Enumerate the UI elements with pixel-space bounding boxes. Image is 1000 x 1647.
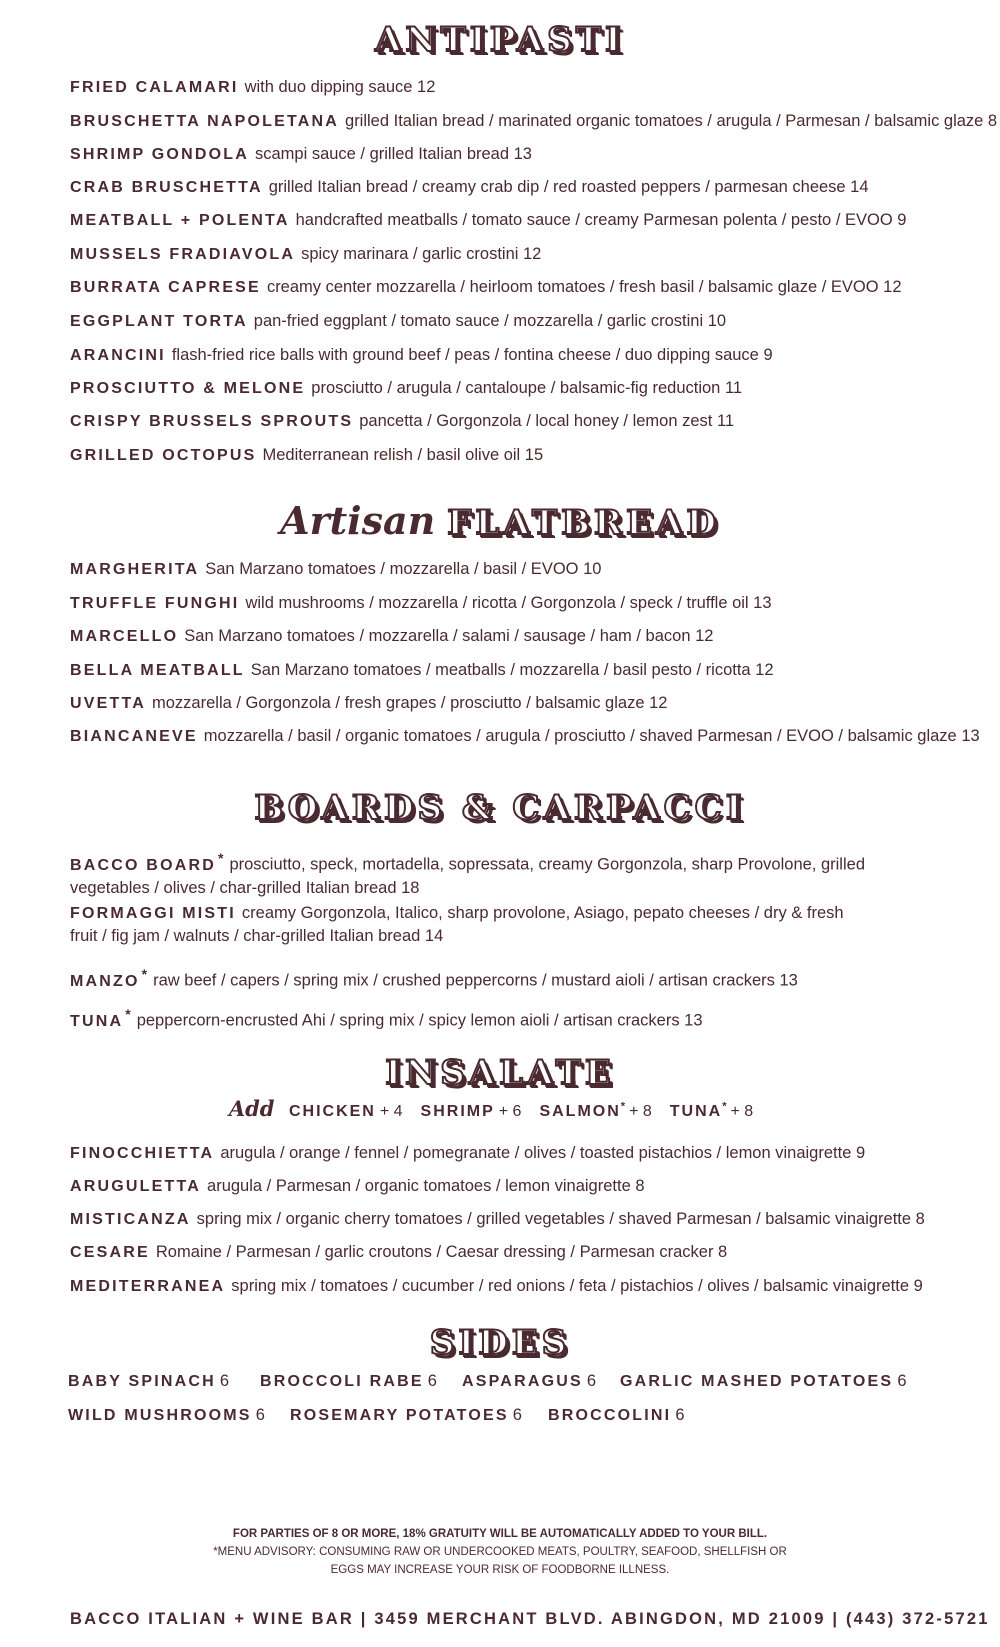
menu-item-description: pan-fried eggplant / tomato sauce / mozzarella / garlic crostini 10	[253, 312, 727, 330]
menu-item-name: GRILLED OCTOPUS	[70, 447, 257, 464]
menu-item	[70, 410, 950, 433]
side-item-name: BROCCOLI RABE	[260, 1373, 424, 1390]
addon-name: TUNA	[669, 1103, 723, 1120]
menu-item-name: FINOCCHIETTA	[70, 1145, 215, 1162]
menu-item-description: scampi sauce / grilled Italian bread 13	[254, 145, 532, 163]
menu-item-description: arugula / Parmesan / organic tomatoes / lemon vinaigrette 8	[207, 1177, 645, 1195]
menu-item-name: BIANCANEVE	[70, 728, 198, 745]
menu-item-description: raw beef / capers / spring mix / crushed peppercorns / mustard aioli / artisan crackers 13	[153, 971, 798, 990]
addon-price: + 8	[629, 1103, 652, 1120]
side-item-price: 6	[427, 1372, 437, 1390]
menu-item	[70, 310, 950, 333]
menu-item-description: San Marzano tomatoes / mozzarella / basil / EVOO 10	[205, 560, 602, 578]
asterisk-mark: *	[125, 1006, 131, 1022]
menu-item-name: BURRATA CAPRESE	[70, 279, 261, 296]
menu-item-name: TUNA	[70, 1012, 124, 1030]
menu-item	[70, 444, 950, 467]
menu-item	[70, 725, 980, 748]
side-item-name: ASPARAGUS	[462, 1373, 583, 1390]
menu-item-name: CRAB BRUSCHETTA	[70, 179, 263, 196]
menu-item-name: EGGPLANT TORTA	[70, 313, 248, 330]
side-item-price: 6	[219, 1372, 230, 1390]
menu-item-name: MISTICANZA	[70, 1211, 191, 1228]
side-item-price: 6	[255, 1406, 265, 1424]
menu-item-description: Mediterranean relish / basil olive oil 15	[262, 446, 544, 464]
menu-item-name: MARCELLO	[70, 628, 179, 645]
menu-item-name: MANZO	[70, 972, 140, 990]
side-item-name: BROCCOLINI	[548, 1407, 672, 1424]
side-item	[548, 1406, 685, 1425]
advisory-line-2: EGGS MAY INCREASE YOUR RISK OF FOODBORNE ILLNESS.	[330, 1564, 670, 1576]
side-item-name: GARLIC MASHED POTATOES	[620, 1373, 894, 1390]
menu-item-description: handcrafted meatballs / tomato sauce / creamy Parmesan polenta / pesto / EVOO 9	[295, 211, 907, 229]
menu-item-description: prosciutto / arugula / cantaloupe / balsamic-fig reduction 11	[311, 379, 743, 397]
menu-item-description: spicy marinara / garlic crostini 12	[301, 245, 542, 263]
asterisk-mark: *	[620, 1100, 626, 1113]
menu-item-description: spring mix / tomatoes / cucumber / red onions / feta / pistachios / olives / balsamic vinaigrette 9	[231, 1277, 923, 1295]
asterisk-mark: *	[141, 966, 148, 982]
addon-name: SALMON	[539, 1103, 621, 1120]
menu-item	[70, 276, 950, 299]
menu-item-name: UVETTA	[70, 695, 147, 712]
menu-item-name: ARUGULETTA	[70, 1178, 202, 1195]
menu-item	[70, 1208, 950, 1231]
menu-item-description: grilled Italian bread / creamy crab dip / red roasted peppers / parmesan cheese 14	[268, 178, 869, 196]
menu-item	[70, 344, 950, 367]
menu-item-description: mozzarella / Gorgonzola / fresh grapes / prosciutto / balsamic glaze 12	[152, 694, 668, 712]
menu-item-name: MEDITERRANEA	[70, 1278, 226, 1295]
side-item-price: 6	[675, 1406, 685, 1424]
add-label: Add	[228, 1096, 275, 1121]
menu-item-description: flash-fried rice balls with ground beef / peas / fontina cheese / duo dipping sauce 9	[171, 346, 773, 364]
advisory-line-1: *MENU ADVISORY: CONSUMING RAW OR UNDERCOOKED MEATS, POULTRY, SEAFOOD, SHELLFISH OR	[213, 1546, 787, 1558]
menu-item-name: CESARE	[70, 1244, 150, 1261]
menu-item-description: prosciutto, speck, mortadella, sopressata, creamy Gorgonzola, sharp Provolone, grilled vegetables / olives / char-grilled Italian bread 18	[70, 855, 865, 897]
flatbread-heading	[0, 498, 1000, 543]
menu-item-name: FRIED CALAMARI	[70, 79, 239, 96]
menu-item-description: spring mix / organic cherry tomatoes / grilled vegetables / shaved Parmesan / balsamic vinaigrette 8	[196, 1210, 925, 1228]
gratuity-notice: FOR PARTIES OF 8 OR MORE, 18% GRATUITY WILL BE AUTOMATICALLY ADDED TO YOUR BILL.	[232, 1528, 768, 1540]
menu-item	[70, 847, 870, 899]
menu-item-description: peppercorn-encrusted Ahi / spring mix / spicy lemon aioli / artisan crackers 13	[136, 1011, 703, 1030]
menu-item-description: mozzarella / basil / organic tomatoes / arugula / prosciutto / shaved Parmesan / EVOO / balsamic glaze 13	[203, 727, 980, 745]
menu-item-name: BACCO BOARD	[70, 856, 216, 874]
menu-item	[70, 76, 950, 99]
menu-item-description: wild mushrooms / mozzarella / ricotta / Gorgonzola / speck / truffle oil 13	[245, 594, 772, 612]
menu-item-description: creamy Gorgonzola, Italico, sharp provolone, Asiago, pepato cheeses / dry & fresh fruit / fig jam / walnuts / char-grilled Italian bread 14	[70, 904, 844, 945]
menu-item-name: FORMAGGI MISTI	[70, 905, 236, 922]
menu-item-name: MEATBALL + POLENTA	[70, 212, 290, 229]
menu-item	[70, 243, 950, 266]
addon-price: + 8	[730, 1103, 754, 1120]
menu-item	[70, 377, 950, 400]
menu-item	[70, 1275, 950, 1298]
side-item-name: ROSEMARY POTATOES	[290, 1407, 509, 1424]
menu-item-name: SHRIMP GONDOLA	[70, 146, 249, 163]
menu-item	[70, 902, 870, 947]
menu-item	[70, 592, 950, 615]
menu-item-name: BRUSCHETTA NAPOLETANA	[70, 113, 340, 130]
menu-item	[70, 209, 950, 232]
menu-item-description: with duo dipping sauce 12	[244, 78, 436, 96]
boards-heading: BOARDS & CARPACCI	[254, 788, 746, 828]
menu-item	[70, 110, 998, 133]
menu-item	[70, 176, 950, 199]
menu-item-description: creamy center mozzarella / heirloom tomatoes / fresh basil / balsamic glaze / EVOO 12	[266, 278, 902, 296]
menu-item	[70, 692, 950, 715]
menu-item	[70, 1241, 950, 1264]
side-item	[620, 1372, 907, 1391]
addon-price: + 6	[498, 1103, 522, 1120]
side-item	[68, 1372, 229, 1391]
addon-name: SHRIMP	[420, 1103, 495, 1120]
addon-price: + 4	[379, 1103, 403, 1120]
menu-item	[70, 143, 950, 166]
menu-item	[70, 1003, 950, 1033]
restaurant-footer: BACCO ITALIAN + WINE BAR | 3459 MERCHANT BLVD. ABINGDON, MD 21009 | (443) 372-5721	[70, 1610, 990, 1628]
menu-item-name: BELLA MEATBALL	[70, 662, 245, 679]
menu-item-description: arugula / orange / fennel / pomegranate / olives / toasted pistachios / lemon vinaigrette 9	[220, 1144, 866, 1162]
menu-item	[70, 1175, 950, 1198]
menu-item-name: TRUFFLE FUNGHI	[70, 595, 240, 612]
menu-item	[70, 1142, 950, 1165]
menu-item-description: Romaine / Parmesan / garlic croutons / Caesar dressing / Parmesan cracker 8	[155, 1243, 728, 1261]
side-item-price: 6	[586, 1372, 597, 1390]
insalate-heading: INSALATE	[385, 1053, 615, 1093]
antipasti-heading: ANTIPASTI	[375, 20, 625, 60]
menu-item-description: San Marzano tomatoes / mozzarella / salami / sausage / ham / bacon 12	[184, 627, 714, 645]
insalate-addons	[0, 1096, 1000, 1121]
flatbread-title: FLATBREAD	[447, 503, 720, 543]
menu-item-name: CRISPY BRUSSELS SPROUTS	[70, 413, 354, 430]
side-item	[68, 1406, 265, 1425]
side-item-price: 6	[512, 1406, 522, 1424]
menu-item-name: PROSCIUTTO & MELONE	[70, 380, 306, 397]
menu-item-description: grilled Italian bread / marinated organic tomatoes / arugula / Parmesan / balsamic glaze 8	[345, 112, 998, 130]
menu-item	[70, 963, 950, 993]
menu-item-name: MARGHERITA	[70, 561, 200, 578]
side-item	[290, 1406, 522, 1425]
side-item	[462, 1372, 596, 1391]
addon-name: CHICKEN	[288, 1103, 376, 1120]
menu-item	[70, 659, 950, 682]
menu-item-name: ARANCINI	[70, 347, 166, 364]
side-item-price: 6	[897, 1372, 907, 1390]
asterisk-mark: *	[217, 850, 224, 866]
menu-item	[70, 558, 950, 581]
menu-item	[70, 625, 950, 648]
menu-item-description: pancetta / Gorgonzola / local honey / lemon zest 11	[359, 412, 735, 430]
menu-item-description: San Marzano tomatoes / meatballs / mozzarella / basil pesto / ricotta 12	[250, 661, 774, 679]
flatbread-script-word: Artisan	[280, 498, 436, 543]
sides-heading: SIDES	[429, 1323, 571, 1363]
side-item-name: BABY SPINACH	[68, 1373, 216, 1390]
side-item-name: WILD MUSHROOMS	[68, 1407, 252, 1424]
asterisk-mark: *	[722, 1100, 727, 1113]
side-item	[260, 1372, 437, 1391]
menu-item-name: MUSSELS FRADIAVOLA	[70, 246, 296, 263]
